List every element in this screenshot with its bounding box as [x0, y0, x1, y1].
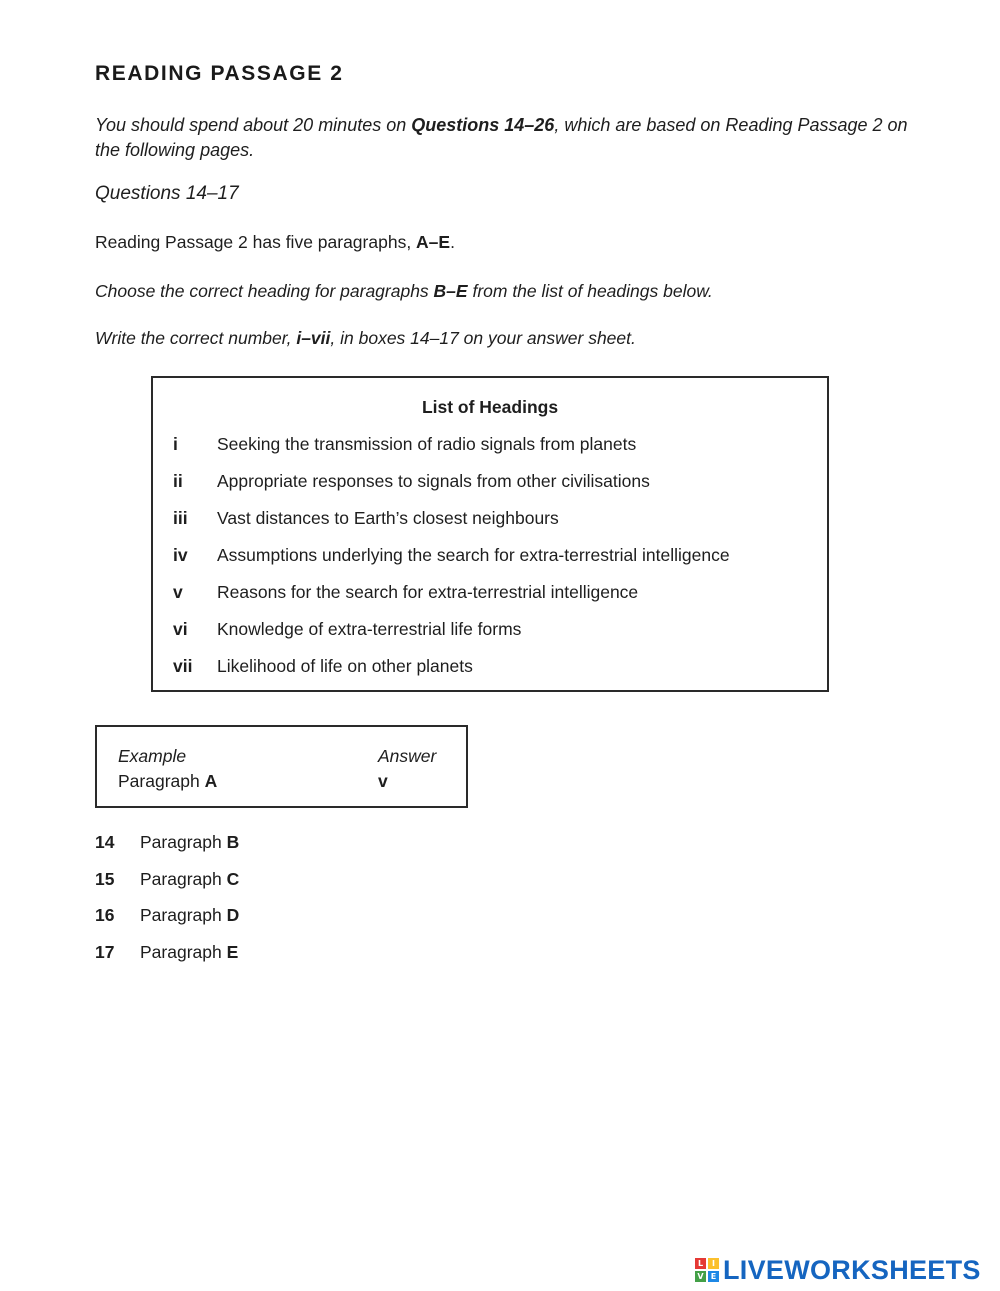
instruction-3-end: , in boxes 14–17 on your answer sheet. — [330, 328, 636, 348]
liveworksheets-icon — [695, 1258, 719, 1282]
headings-title: List of Headings — [421, 397, 559, 417]
heading-text: Appropriate responses to signals from other civilisations — [217, 471, 650, 491]
example-paragraph — [118, 771, 217, 792]
instruction-2-bold: B–E — [433, 281, 468, 301]
instruction-1-end: . — [450, 232, 455, 252]
heading-text: Assumptions underlying the search for extra-terrestrial intelligence — [217, 545, 730, 565]
question-number: 14 — [95, 832, 115, 852]
intro-part1: You should spend about 20 minutes on — [95, 115, 412, 135]
heading-number: v — [173, 582, 183, 602]
question-row — [95, 905, 239, 926]
page-title: READING PASSAGE 2 — [95, 62, 344, 85]
liveworksheets-wordmark: LIVEWORKSHEETS — [723, 1254, 981, 1285]
instruction-1-bold: A–E — [416, 232, 451, 252]
instruction-1-text: Reading Passage 2 has five paragraphs, — [95, 232, 417, 252]
heading-number: iii — [173, 508, 188, 528]
question-letter: C — [226, 869, 240, 889]
question-row — [95, 832, 239, 853]
heading-text: Reasons for the search for extra-terrestrial intelligence — [217, 582, 639, 602]
heading-text: Vast distances to Earth’s closest neighbours — [217, 508, 559, 528]
headings-box — [151, 376, 829, 692]
heading-number: vi — [173, 619, 188, 639]
heading-number: vii — [173, 656, 193, 676]
example-paragraph-letter: A — [204, 771, 218, 791]
question-number: 15 — [95, 869, 115, 889]
question-text: Paragraph — [140, 869, 227, 889]
question-row — [95, 869, 239, 890]
logo-letter-e: E — [708, 1271, 719, 1282]
heading-number: iv — [173, 545, 188, 565]
question-letter: E — [226, 942, 239, 962]
example-box — [95, 725, 468, 808]
instruction-3-bold: i–vii — [296, 328, 331, 348]
example-paragraph-text: Paragraph — [118, 771, 205, 791]
intro-part2: , which are based on Reading Passage 2 on the following pages. — [95, 115, 908, 160]
question-number: 16 — [95, 905, 115, 925]
question-text: Paragraph — [140, 832, 227, 852]
question-number: 17 — [95, 942, 115, 962]
instruction-line-1 — [95, 232, 455, 253]
question-row — [95, 942, 238, 963]
example-answer: v — [378, 771, 388, 791]
example-label: Example — [118, 746, 187, 766]
intro-text — [95, 113, 915, 163]
question-letter: B — [226, 832, 240, 852]
intro-bold: Questions 14–26 — [411, 115, 555, 135]
instruction-2-text: Choose the correct heading for paragraphs — [95, 281, 434, 301]
logo-letter-l: L — [695, 1258, 706, 1269]
question-letter: D — [226, 905, 240, 925]
heading-number: i — [173, 434, 178, 454]
instruction-2-end: from the list of headings below. — [467, 281, 713, 301]
logo-letter-i: I — [708, 1258, 719, 1269]
instruction-line-3 — [95, 328, 636, 349]
question-range: Questions 14–17 — [95, 183, 239, 204]
heading-text: Knowledge of extra-terrestrial life forms — [217, 619, 522, 639]
heading-text: Seeking the transmission of radio signals from planets — [217, 434, 637, 454]
instruction-3-text: Write the correct number, — [95, 328, 297, 348]
example-answer-label: Answer — [378, 746, 437, 766]
liveworksheets-logo[interactable] — [695, 1255, 981, 1285]
instruction-line-2 — [95, 281, 713, 302]
question-text: Paragraph — [140, 905, 227, 925]
question-text: Paragraph — [140, 942, 227, 962]
heading-number: ii — [173, 471, 183, 491]
logo-letter-v: V — [695, 1271, 706, 1282]
heading-text: Likelihood of life on other planets — [217, 656, 473, 676]
